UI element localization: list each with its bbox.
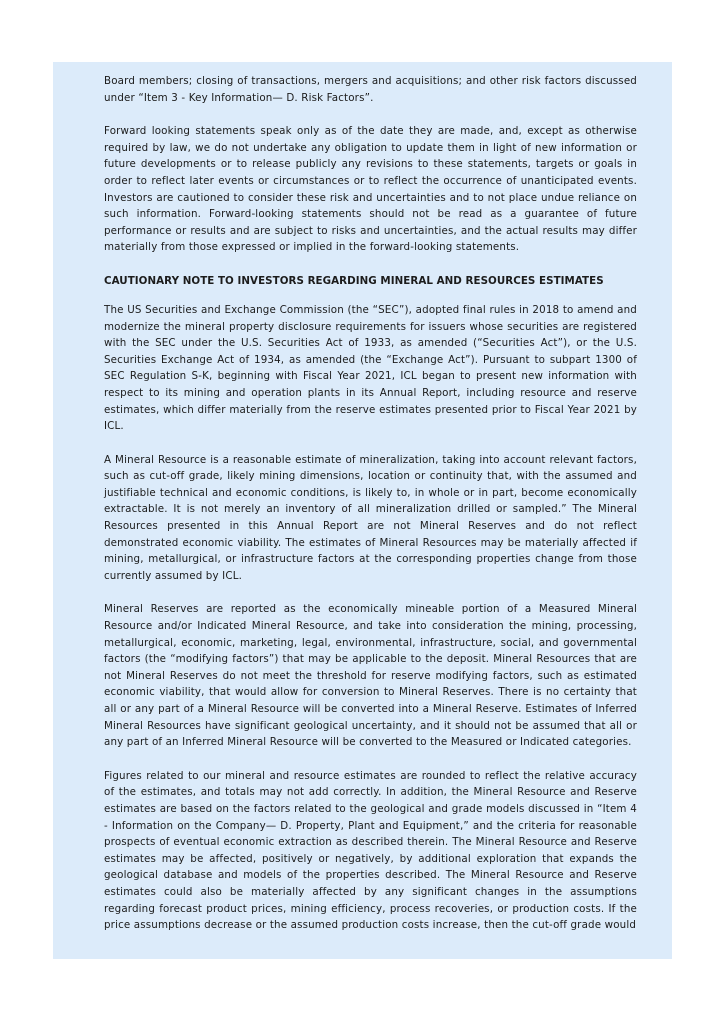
section-heading: CAUTIONARY NOTE TO INVESTORS REGARDING MINERAL AND RESOURCES ESTIMATES [104, 274, 604, 287]
document-page [53, 62, 672, 959]
paragraph-estimate-figures: Figures related to our mineral and resource estimates are rounded to reflect the relative accuracy of the estimates, and totals may not add correctly. In addition, the Mineral Resource and Reserve estimates are based on the factors related to the geological and grade models discussed in “Item 4 - Information on the Company— D. Property, Plant and Equipment,” and the criteria for reasonable prospects of eventual economic extraction as described therein. The Mineral Resource and Reserve estimates may be affected, positively or negatively, by additional exploration that expands the geological database and models of the properties described. The Mineral Resource and Reserve estimates could also be materially affected by any significant changes in the assumptions regarding forecast product prices, mining efficiency, process recoveries, or production costs. If the price assumptions decrease or the assumed production costs increase, then the cut-off grade would [104, 769, 637, 932]
paragraph-mineral-reserves: Mineral Reserves are reported as the economically mineable portion of a Measured Mineral Resource and/or Indicated Mineral Resource, and take into consideration the mining, processing, metallurgical, economic, marketing, legal, environmental, infrastructure, social, and governmental factors (the “modifying factors”) that may be applicable to the deposit. Mineral Resources that are not Mineral Reserves do not meet the threshold for reserve modifying factors, such as estimated economic viability, that would allow for conversion to Mineral Reserves. There is no certainty that all or any part of a Mineral Resource will be converted into a Mineral Reserve. Estimates of Inferred Mineral Resources have significant geological uncertainty, and it should not be assumed that all or any part of an Inferred Mineral Resource will be converted to the Measured or Indicated categories. [104, 603, 637, 749]
paragraph-risk-factors-continuation: Board members; closing of transactions, mergers and acquisitions; and other risk factors discussed under “Item 3 - Key Information— D. Risk Factors”. [104, 75, 637, 104]
paragraph-forward-looking-statements: Forward looking statements speak only as of the date they are made, and, except as otherwise required by law, we do not undertake any obligation to update them in light of new information or future developments or to release publicly any revisions to these statements, targets or goals in order to reflect later events or circumstances or to reflect the occurrence of unanticipated events. Investors are cautioned to consider these risk and uncertainties and to not place undue reliance on such information. Forward-looking statements should not be read as a guarantee of future performance or results and are subject to risks and uncertainties, and the actual results may differ materially from those expressed or implied in the forward-looking statements. [104, 125, 637, 254]
paragraph-mineral-resource-definition: A Mineral Resource is a reasonable estimate of mineralization, taking into account relevant factors, such as cut-off grade, likely mining dimensions, location or continuity that, with the assumed and justifiable technical and economic conditions, is likely to, in whole or in part, become economically extractable. It is not merely an inventory of all mineralization drilled or sampled.” The Mineral Resources presented in this Annual Report are not Mineral Reserves and do not reflect demonstrated economic viability. The estimates of Mineral Resources may be materially affected if mining, metallurgical, or infrastructure factors at the corresponding properties change from those currently assumed by ICL. [104, 453, 637, 582]
paragraph-sec-rules: The US Securities and Exchange Commission (the “SEC”), adopted final rules in 2018 to amend and modernize the mineral property disclosure requirements for issuers whose securities are registered with the SEC under the U.S. Securities Act of 1933, as amended (“Securities Act”), or the U.S. Securities Exchange Act of 1934, as amended (the “Exchange Act”). Pursuant to subpart 1300 of SEC Regulation S-K, beginning with Fiscal Year 2021, ICL began to present new information with respect to its mining and operation plants in its Annual Report, including resource and reserve estimates, which differ materially from the reserve estimates presented prior to Fiscal Year 2021 by ICL. [104, 303, 637, 433]
